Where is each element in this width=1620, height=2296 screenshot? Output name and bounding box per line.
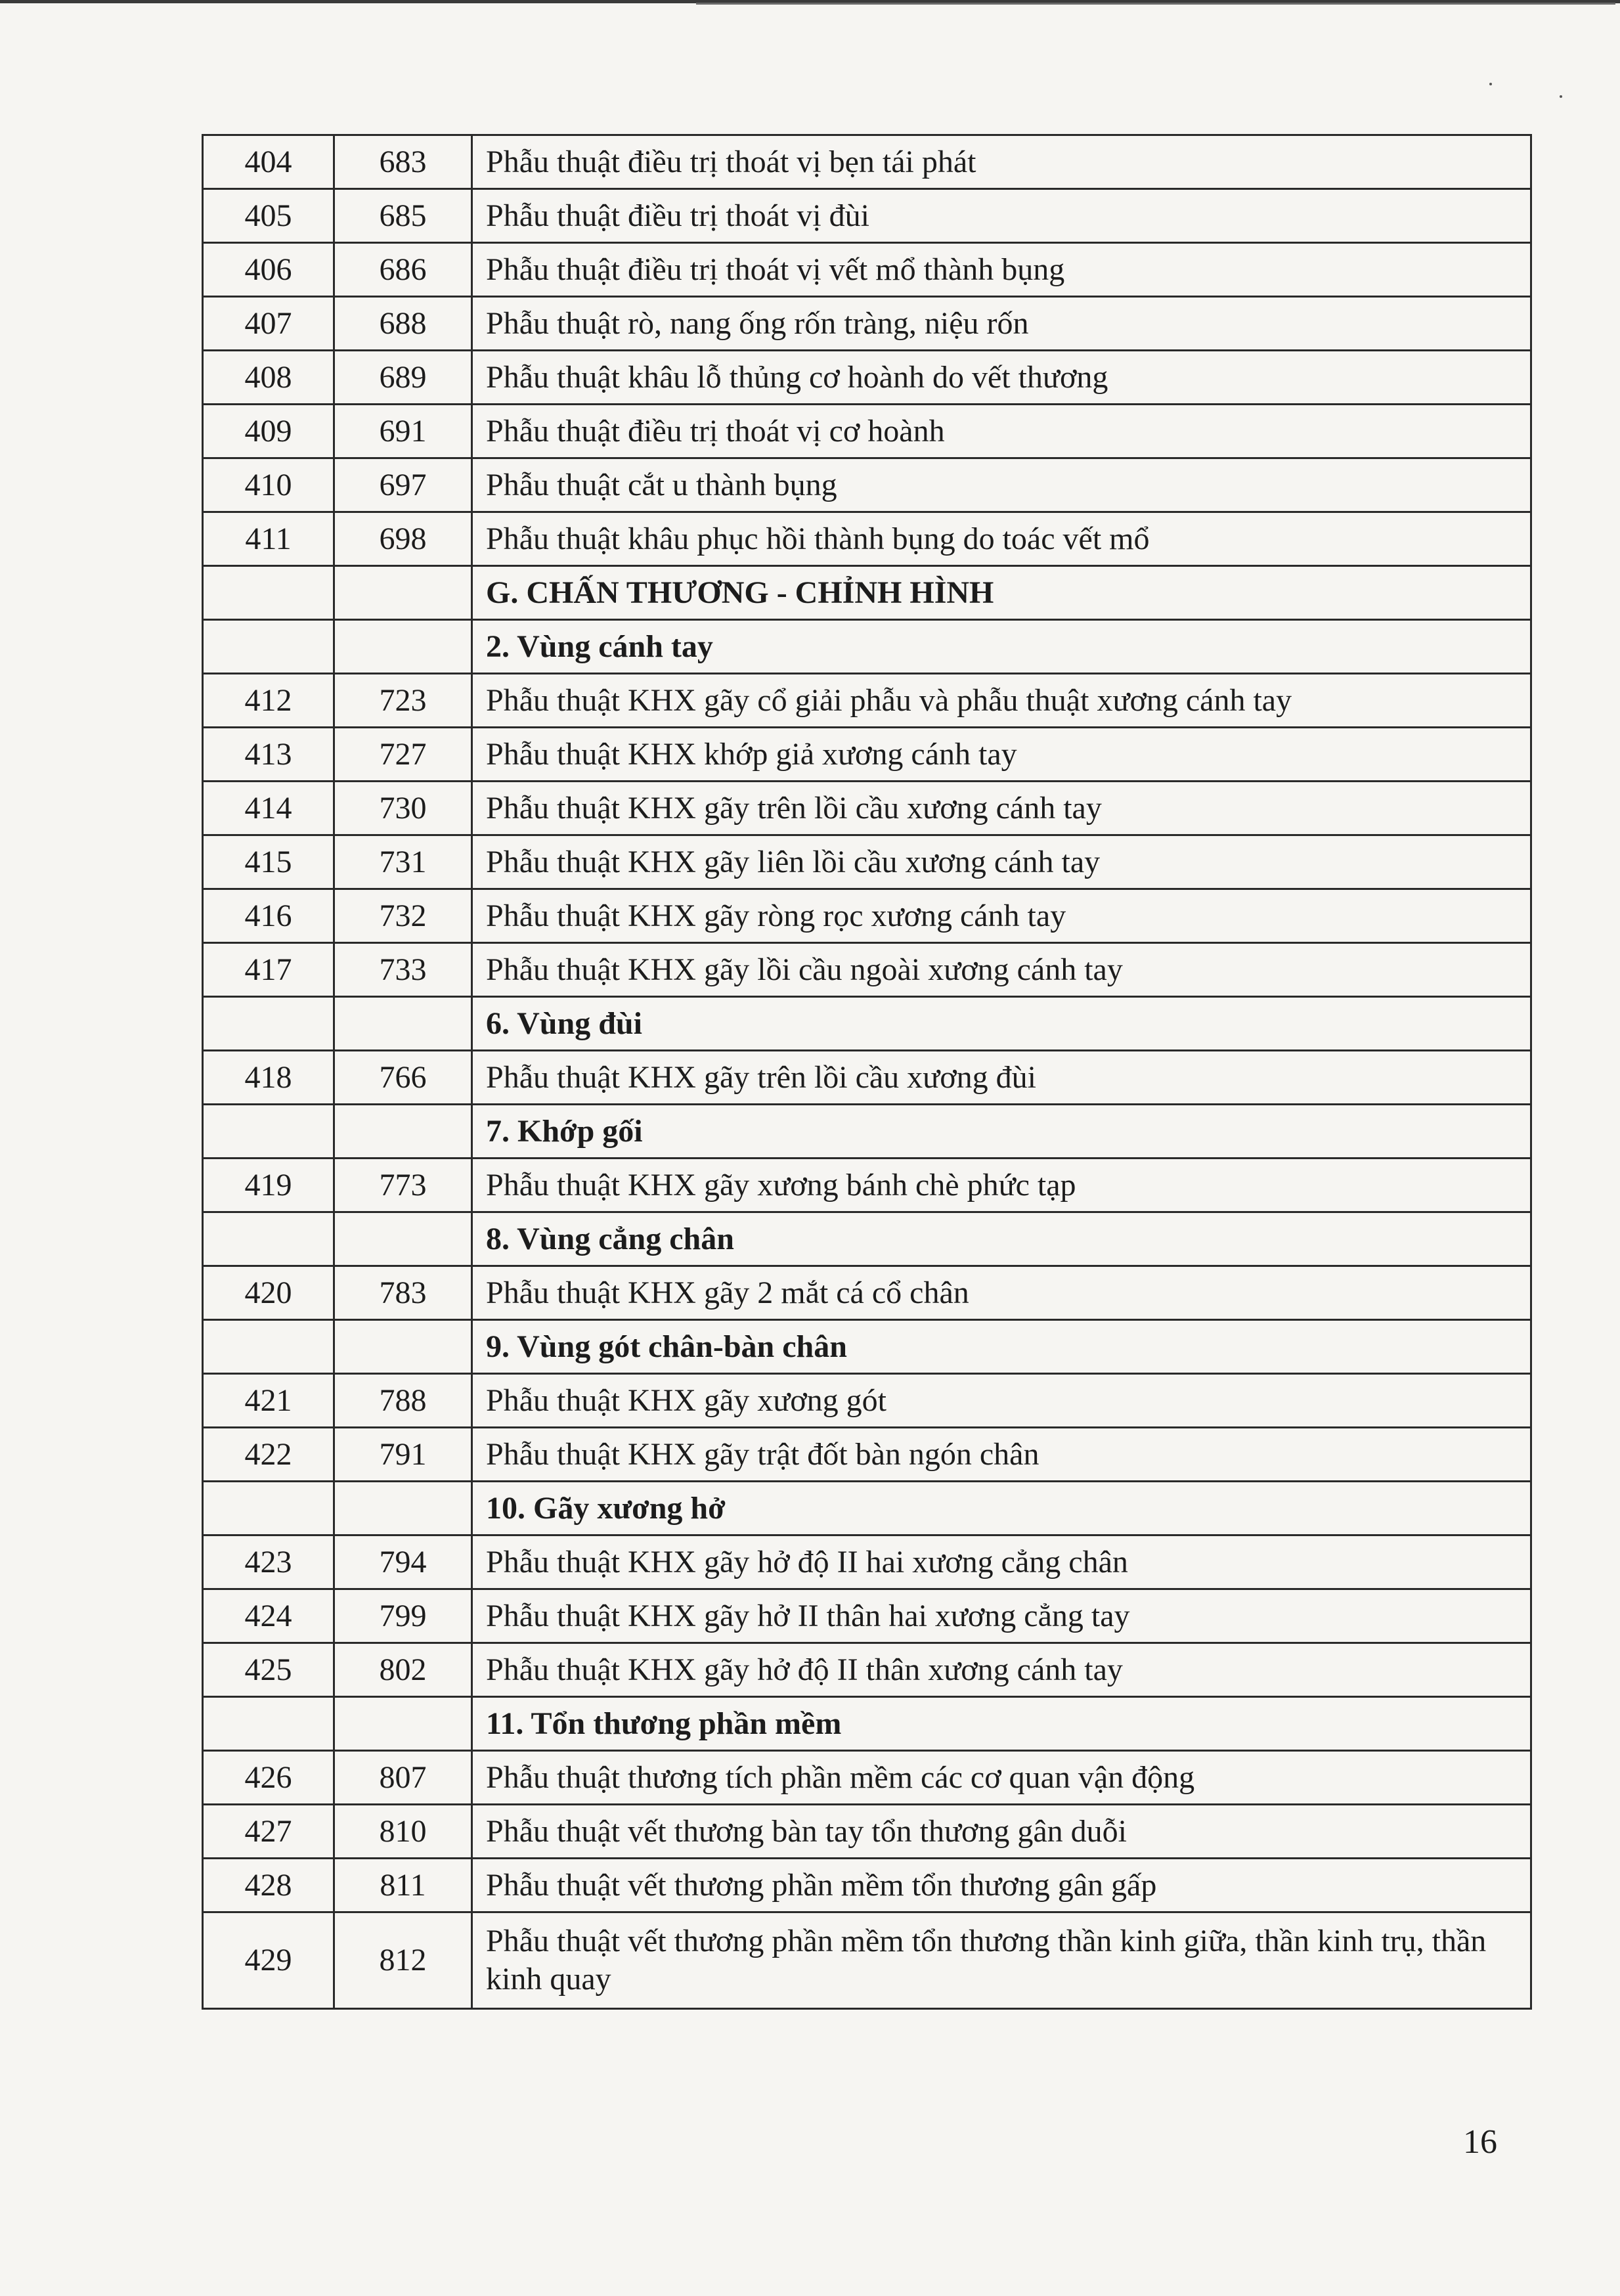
table-row: [203, 458, 1531, 512]
procedure-code-cell: 732: [334, 889, 472, 943]
procedure-code-cell: 811: [334, 1859, 472, 1912]
procedure-code-cell: 731: [334, 835, 472, 889]
row-number-cell: 426: [203, 1751, 334, 1805]
row-number-cell: 417: [203, 943, 334, 997]
table-row: [203, 674, 1531, 728]
procedure-code-cell: 807: [334, 1751, 472, 1805]
table-row: [203, 1051, 1531, 1105]
procedure-name-cell: Phẫu thuật thương tích phần mềm các cơ quan vận động: [472, 1751, 1531, 1805]
section-title-cell: 11. Tổn thương phần mềm: [472, 1697, 1531, 1751]
table-row: [203, 243, 1531, 297]
table-row: [203, 1805, 1531, 1859]
procedure-name-cell: Phẫu thuật vết thương phần mềm tổn thương thần kinh giữa, thần kinh trụ, thần kinh quay: [472, 1912, 1531, 2009]
row-number-cell: 412: [203, 674, 334, 728]
row-number-cell: 428: [203, 1859, 334, 1912]
section-title-cell: 9. Vùng gót chân-bàn chân: [472, 1320, 1531, 1374]
procedure-name-cell: Phẫu thuật khâu phục hồi thành bụng do toác vết mổ: [472, 512, 1531, 566]
procedure-name-cell: Phẫu thuật KHX gãy hở độ II thân xương cánh tay: [472, 1643, 1531, 1697]
row-number-cell: [203, 566, 334, 620]
section-header-row: [203, 1320, 1531, 1374]
row-number-cell: 416: [203, 889, 334, 943]
section-header-row: [203, 566, 1531, 620]
procedure-name-cell: Phẫu thuật KHX gãy trên lồi cầu xương đùi: [472, 1051, 1531, 1105]
procedure-name-cell: Phẫu thuật điều trị thoát vị vết mổ thành bụng: [472, 243, 1531, 297]
procedure-code-cell: [334, 1212, 472, 1266]
table-row: [203, 1374, 1531, 1428]
table-row: [203, 351, 1531, 405]
procedure-name-cell: Phẫu thuật KHX gãy cổ giải phẫu và phẫu thuật xương cánh tay: [472, 674, 1531, 728]
procedure-name-cell: Phẫu thuật KHX gãy trên lồi cầu xương cánh tay: [472, 782, 1531, 835]
row-number-cell: 408: [203, 351, 334, 405]
procedure-code-cell: 689: [334, 351, 472, 405]
row-number-cell: 425: [203, 1643, 334, 1697]
section-title-cell: G. CHẤN THƯƠNG - CHỈNH HÌNH: [472, 566, 1531, 620]
procedure-code-cell: [334, 1482, 472, 1535]
procedure-name-cell: Phẫu thuật cắt u thành bụng: [472, 458, 1531, 512]
procedure-code-cell: [334, 566, 472, 620]
section-title-cell: 2. Vùng cánh tay: [472, 620, 1531, 674]
procedure-name-cell: Phẫu thuật KHX gãy xương gót: [472, 1374, 1531, 1428]
row-number-cell: 406: [203, 243, 334, 297]
procedure-code-cell: 698: [334, 512, 472, 566]
table-row: [203, 782, 1531, 835]
procedure-code-cell: 727: [334, 728, 472, 782]
row-number-cell: 422: [203, 1428, 334, 1482]
row-number-cell: [203, 1105, 334, 1159]
procedure-name-cell: Phẫu thuật điều trị thoát vị bẹn tái phát: [472, 135, 1531, 189]
row-number-cell: 420: [203, 1266, 334, 1320]
procedure-code-cell: 810: [334, 1805, 472, 1859]
procedure-name-cell: Phẫu thuật KHX gãy hở II thân hai xương cẳng tay: [472, 1589, 1531, 1643]
procedure-code-cell: 686: [334, 243, 472, 297]
procedure-code-cell: 730: [334, 782, 472, 835]
row-number-cell: 419: [203, 1159, 334, 1212]
row-number-cell: [203, 997, 334, 1051]
procedure-code-cell: 773: [334, 1159, 472, 1212]
procedure-table: [202, 134, 1532, 2010]
row-number-cell: [203, 620, 334, 674]
table-row: [203, 135, 1531, 189]
table-row: [203, 189, 1531, 243]
row-number-cell: 410: [203, 458, 334, 512]
table-row: [203, 405, 1531, 458]
procedure-name-cell: Phẫu thuật vết thương bàn tay tổn thương gân duỗi: [472, 1805, 1531, 1859]
table-row: [203, 728, 1531, 782]
page-number: 16: [1463, 2123, 1497, 2161]
procedure-name-cell: Phẫu thuật KHX gãy xương bánh chè phức tạp: [472, 1159, 1531, 1212]
procedure-code-cell: 691: [334, 405, 472, 458]
table-row: [203, 835, 1531, 889]
row-number-cell: 409: [203, 405, 334, 458]
row-number-cell: 421: [203, 1374, 334, 1428]
section-header-row: [203, 997, 1531, 1051]
section-title-cell: 6. Vùng đùi: [472, 997, 1531, 1051]
scan-speck: [1489, 83, 1492, 85]
procedure-name-cell: Phẫu thuật KHX khớp giả xương cánh tay: [472, 728, 1531, 782]
table-row: [203, 1589, 1531, 1643]
table-row: [203, 297, 1531, 351]
row-number-cell: 404: [203, 135, 334, 189]
row-number-cell: [203, 1482, 334, 1535]
procedure-code-cell: 697: [334, 458, 472, 512]
row-number-cell: 413: [203, 728, 334, 782]
row-number-cell: [203, 1697, 334, 1751]
top-border-line-secondary: [696, 3, 1615, 5]
procedure-code-cell: 685: [334, 189, 472, 243]
procedure-code-cell: 723: [334, 674, 472, 728]
row-number-cell: 414: [203, 782, 334, 835]
section-title-cell: 10. Gãy xương hở: [472, 1482, 1531, 1535]
procedure-name-cell: Phẫu thuật điều trị thoát vị cơ hoành: [472, 405, 1531, 458]
row-number-cell: 405: [203, 189, 334, 243]
procedure-code-cell: 788: [334, 1374, 472, 1428]
table-row: [203, 1159, 1531, 1212]
procedure-code-cell: 802: [334, 1643, 472, 1697]
procedure-name-cell: Phẫu thuật KHX gãy hở độ II hai xương cẳng chân: [472, 1535, 1531, 1589]
procedure-code-cell: 812: [334, 1912, 472, 2009]
row-number-cell: 429: [203, 1912, 334, 2009]
row-number-cell: 415: [203, 835, 334, 889]
procedure-code-cell: 794: [334, 1535, 472, 1589]
procedure-name-cell: Phẫu thuật KHX gãy trật đốt bàn ngón chân: [472, 1428, 1531, 1482]
section-header-row: [203, 1697, 1531, 1751]
procedure-code-cell: [334, 1320, 472, 1374]
row-number-cell: 411: [203, 512, 334, 566]
procedure-code-cell: 783: [334, 1266, 472, 1320]
row-number-cell: 407: [203, 297, 334, 351]
table-row: [203, 889, 1531, 943]
section-header-row: [203, 1482, 1531, 1535]
procedure-name-cell: Phẫu thuật KHX gãy liên lồi cầu xương cánh tay: [472, 835, 1531, 889]
section-title-cell: 8. Vùng cẳng chân: [472, 1212, 1531, 1266]
procedure-code-cell: 766: [334, 1051, 472, 1105]
procedure-name-cell: Phẫu thuật khâu lỗ thủng cơ hoành do vết thương: [472, 351, 1531, 405]
procedure-name-cell: Phẫu thuật KHX gãy ròng rọc xương cánh tay: [472, 889, 1531, 943]
procedure-name-cell: Phẫu thuật KHX gãy 2 mắt cá cổ chân: [472, 1266, 1531, 1320]
table-row: [203, 512, 1531, 566]
procedure-name-cell: Phẫu thuật KHX gãy lồi cầu ngoài xương cánh tay: [472, 943, 1531, 997]
procedure-table-body: [203, 135, 1531, 2009]
section-title-cell: 7. Khớp gối: [472, 1105, 1531, 1159]
table-row: [203, 1859, 1531, 1912]
procedure-name-cell: Phẫu thuật điều trị thoát vị đùi: [472, 189, 1531, 243]
table-row: [203, 943, 1531, 997]
table-row: [203, 1535, 1531, 1589]
row-number-cell: 418: [203, 1051, 334, 1105]
procedure-code-cell: [334, 620, 472, 674]
row-number-cell: 427: [203, 1805, 334, 1859]
procedure-code-cell: 683: [334, 135, 472, 189]
table-row: [203, 1751, 1531, 1805]
table-row: [203, 1266, 1531, 1320]
procedure-code-cell: 733: [334, 943, 472, 997]
table-row: [203, 1428, 1531, 1482]
procedure-code-cell: [334, 997, 472, 1051]
row-number-cell: 424: [203, 1589, 334, 1643]
row-number-cell: 423: [203, 1535, 334, 1589]
section-header-row: [203, 620, 1531, 674]
row-number-cell: [203, 1320, 334, 1374]
section-header-row: [203, 1105, 1531, 1159]
section-header-row: [203, 1212, 1531, 1266]
procedure-name-cell: Phẫu thuật vết thương phần mềm tổn thương gân gấp: [472, 1859, 1531, 1912]
table-row: [203, 1643, 1531, 1697]
procedure-name-cell: Phẫu thuật rò, nang ống rốn tràng, niệu rốn: [472, 297, 1531, 351]
table-row: [203, 1912, 1531, 2009]
procedure-code-cell: 688: [334, 297, 472, 351]
procedure-code-cell: [334, 1105, 472, 1159]
row-number-cell: [203, 1212, 334, 1266]
procedure-code-cell: [334, 1697, 472, 1751]
scan-speck: [1560, 95, 1562, 98]
procedure-code-cell: 791: [334, 1428, 472, 1482]
procedure-code-cell: 799: [334, 1589, 472, 1643]
